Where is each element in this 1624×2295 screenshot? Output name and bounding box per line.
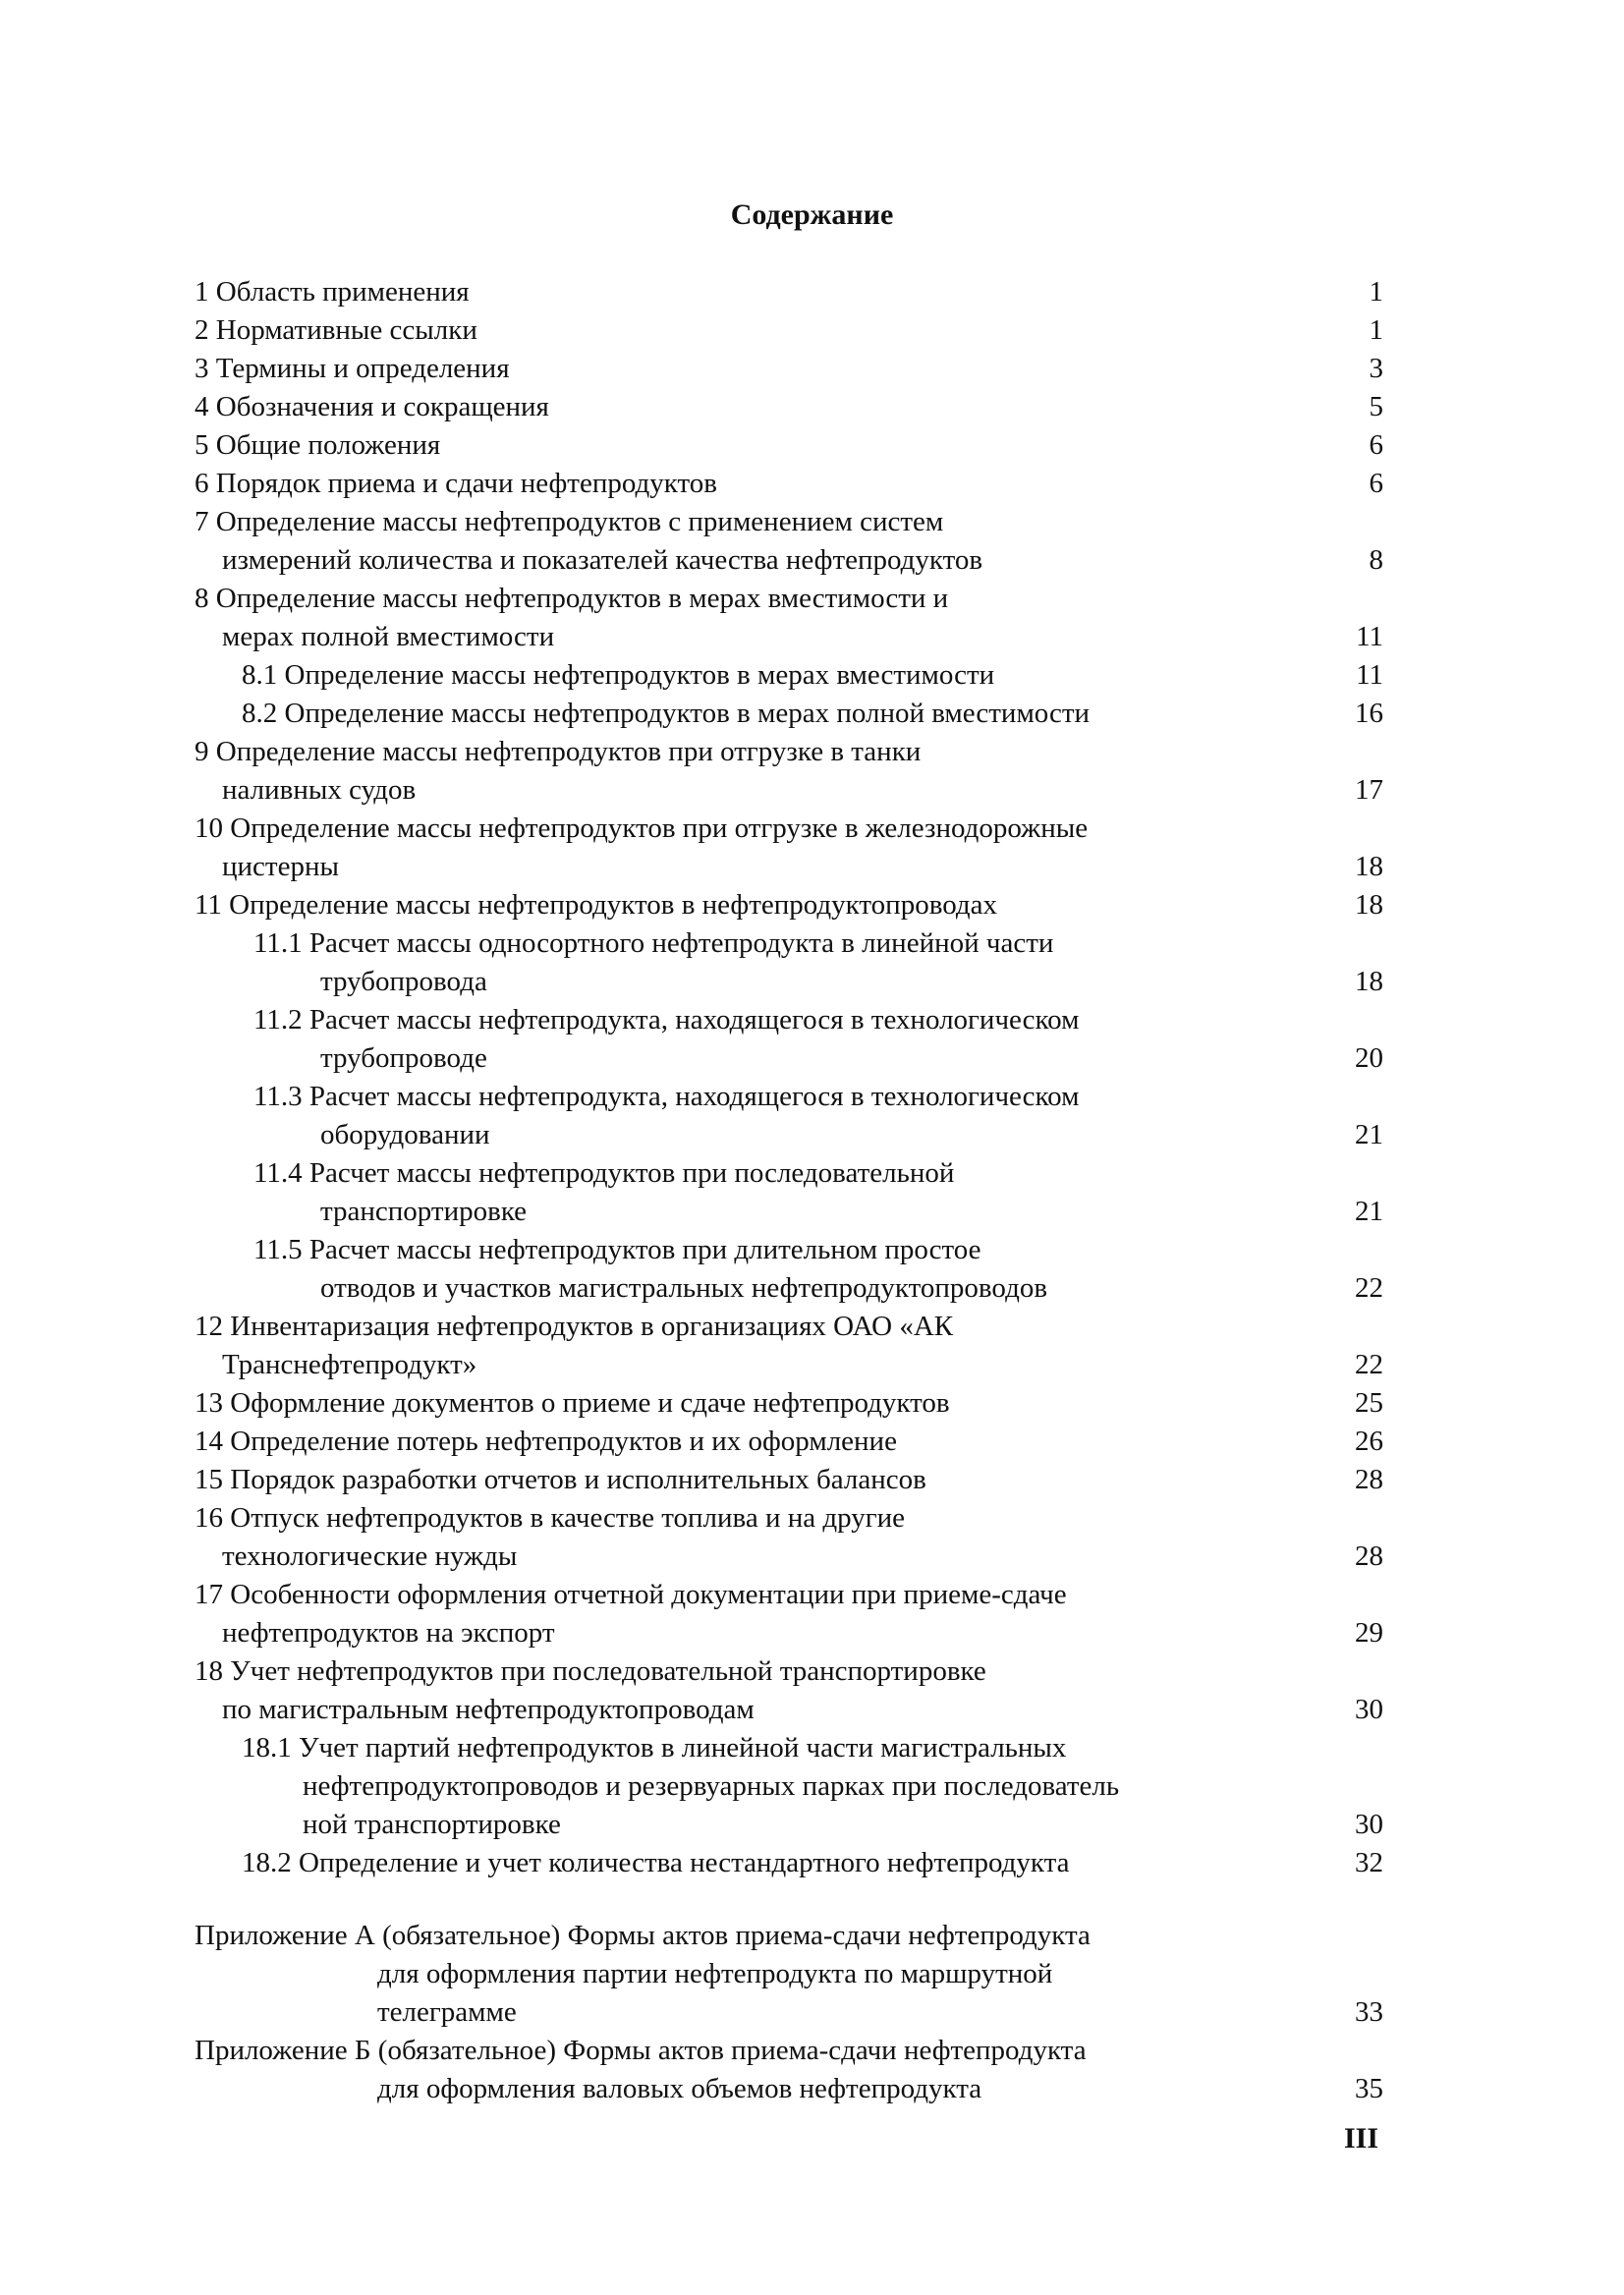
toc-line [195,1767,1383,1806]
toc-entry-text: Приложение А (обязательное) Формы актов приема-сдачи нефтепродукта [195,1920,1091,1951]
toc-entry-text: 11.3 Расчет массы нефтепродукта, находящегося в технологическом [253,1081,1080,1112]
toc-entry-text: 18.1 Учет партий нефтепродуктов в линейной части магистральных [242,1732,1067,1763]
toc-line [195,1614,1383,1652]
toc-line [195,1576,1383,1614]
toc-entry-text: 14 Определение потерь нефтепродуктов и их оформление [195,1426,903,1457]
toc-page-ref: 17 [1355,774,1383,806]
toc-entry-text: 17 Особенности оформления отчетной документации при приеме-сдаче [195,1579,1067,1610]
toc-line [195,1154,1383,1193]
toc-page-ref: 11 [1356,621,1383,652]
toc-entry-text: 8.1 Определение массы нефтепродуктов в мерах вместимости [242,659,1000,691]
toc-line [195,465,1383,503]
toc-line [195,273,1383,311]
toc-entry-text: 8.2 Определение массы нефтепродуктов в мерах полной вместимости [242,698,1095,729]
toc-line [195,541,1383,580]
toc-page-ref: 25 [1355,1387,1383,1419]
toc-page-ref: 28 [1355,1540,1383,1572]
toc-entry-text: для оформления валовых объемов нефтепродукта [377,2073,987,2104]
toc-page-ref: 35 [1355,2073,1383,2104]
toc-entry-text: наливных судов [222,774,421,806]
toc-entry-text: 3 Термины и определения [195,353,516,384]
toc-line [195,503,1383,541]
toc-entry-text: 13 Оформление документов о приеме и сдаче нефтепродуктов [195,1387,956,1419]
toc-entry-text: трубопроводе [320,1042,493,1074]
toc-line [195,618,1383,656]
toc-line [195,886,1383,924]
toc-entry-text: по магистральным нефтепродуктопроводам [222,1694,760,1725]
toc-page-ref: 30 [1355,1694,1383,1725]
page-title: Содержание [730,198,894,231]
toc-entry-text: трубопровода [320,966,493,997]
toc-entry-text: 10 Определение массы нефтепродуктов при отгрузке в железнодорожные [195,812,1089,844]
toc-line [195,2032,1383,2070]
toc-line [195,924,1383,963]
toc-page-ref: 16 [1355,698,1383,729]
toc-line [195,1384,1383,1423]
toc-line [195,1001,1383,1039]
toc-line [195,1691,1383,1729]
toc-page-ref: 1 [1369,314,1383,346]
toc-entry-text: 8 Определение массы нефтепродуктов в мерах вместимости и [195,583,949,614]
toc-line [195,388,1383,426]
toc-page-ref: 21 [1355,1196,1383,1227]
toc-entry-text: 11.1 Расчет массы односортного нефтепродукта в линейной части [253,927,1054,959]
toc-line [195,1461,1383,1499]
toc-line [195,2070,1383,2108]
toc-line [195,1193,1383,1231]
toc-line [195,1499,1383,1538]
toc-page-ref: 18 [1355,889,1383,921]
toc-entry-text: 15 Порядок разработки отчетов и исполнительных балансов [195,1464,932,1495]
toc-page-ref: 18 [1355,851,1383,882]
toc-page-ref: 3 [1369,353,1383,384]
toc-entry-text: оборудовании [320,1119,496,1150]
toc-line [195,1538,1383,1576]
toc-entry-text: 1 Область применения [195,276,476,308]
toc-entry-text: 2 Нормативные ссылки [195,314,483,346]
toc-page-ref: 8 [1369,544,1383,576]
toc-entry-text: цистерны [222,851,345,882]
toc-line [195,848,1383,886]
toc-entry-text: 7 Определение массы нефтепродуктов с применением систем [195,506,944,537]
toc-line [195,311,1383,350]
toc-page-ref: 28 [1355,1464,1383,1495]
toc-line [195,1993,1383,2032]
toc-entry-text: 11 Определение массы нефтепродуктов в нефтепродуктопроводах [195,889,1003,921]
toc-entry-text: технологические нужды [222,1540,523,1572]
toc-entry-text: мерах полной вместимости [222,621,560,652]
toc-page-ref: 6 [1369,429,1383,461]
toc-line [195,1729,1383,1767]
toc-entry-text: 12 Инвентаризация нефтепродуктов в организациях ОАО «АК [195,1311,954,1342]
toc-entry-text: 11.2 Расчет массы нефтепродукта, находящегося в технологическом [253,1004,1080,1036]
toc-entry-text: Приложение Б (обязательное) Формы актов приема-сдачи нефтепродукта [195,2035,1087,2066]
toc-line [195,810,1383,848]
toc-line [195,1308,1383,1346]
toc-line [195,1806,1383,1844]
toc-line [195,1346,1383,1384]
toc-entry-text: 18.2 Определение и учет количества нестандартного нефтепродукта [242,1847,1076,1878]
toc-line [195,963,1383,1001]
toc-page-ref: 20 [1355,1042,1383,1074]
toc-line [195,1955,1383,1993]
toc-page-ref: 22 [1355,1349,1383,1380]
toc-entry-text: отводов и участков магистральных нефтепродуктопроводов [320,1272,1053,1304]
toc-page-ref: 30 [1355,1809,1383,1840]
toc-line [195,1844,1383,1882]
toc-line [195,1423,1383,1461]
toc-page-ref: 29 [1355,1617,1383,1649]
toc-line [195,426,1383,465]
toc-line [195,1269,1383,1308]
toc-line [195,1078,1383,1116]
toc-entry-text: 18 Учет нефтепродуктов при последовательной транспортировке [195,1655,986,1687]
toc-line [195,1116,1383,1154]
toc-page-ref: 18 [1355,966,1383,997]
toc-entry-text: 11.5 Расчет массы нефтепродуктов при длительном простое [253,1234,981,1265]
toc-entry-text: нефтепродуктов на экспорт [222,1617,561,1649]
toc-page-ref: 6 [1369,468,1383,499]
toc-line [195,350,1383,388]
toc-page-ref: 22 [1355,1272,1383,1304]
toc-entry-text: 11.4 Расчет массы нефтепродуктов при последовательной [253,1157,955,1189]
toc-page-ref: 11 [1356,659,1383,691]
toc-line [195,1039,1383,1078]
table-of-contents [195,273,1383,2108]
toc-entry-text: ной транспортировке [303,1809,567,1840]
toc-entry-text: 6 Порядок приема и сдачи нефтепродуктов [195,468,723,499]
toc-line [195,695,1383,733]
toc-entry-text: транспортировке [320,1196,532,1227]
toc-page-ref: 26 [1355,1426,1383,1457]
toc-page-ref: 1 [1369,276,1383,308]
page-number: III [1343,2122,1378,2155]
toc-line [195,1652,1383,1691]
toc-entry-text: телеграмме [377,1996,523,2028]
toc-page-ref: 33 [1355,1996,1383,2028]
toc-entry-text: 4 Обозначения и сокращения [195,391,555,422]
toc-line [195,1917,1383,1955]
toc-entry-text: 9 Определение массы нефтепродуктов при отгрузке в танки [195,736,922,767]
toc-entry-text: 5 Общие положения [195,429,446,461]
toc-page-ref: 5 [1369,391,1383,422]
toc-page-ref: 32 [1355,1847,1383,1878]
toc-entry-text: 16 Отпуск нефтепродуктов в качестве топлива и на другие [195,1502,906,1534]
toc-entry-text: измерений количества и показателей качества нефтепродуктов [222,544,988,576]
toc-entry-text: нефтепродуктопроводов и резервуарных парках при последователь [303,1770,1120,1802]
toc-line [195,656,1383,695]
toc-page-ref: 21 [1355,1119,1383,1150]
toc-line [195,771,1383,810]
toc-entry-text: Транснефтепродукт» [222,1349,482,1380]
toc-line [195,733,1383,771]
toc-entry-text: для оформления партии нефтепродукта по маршрутной [377,1958,1053,1989]
toc-line [195,580,1383,618]
toc-line [195,1231,1383,1269]
